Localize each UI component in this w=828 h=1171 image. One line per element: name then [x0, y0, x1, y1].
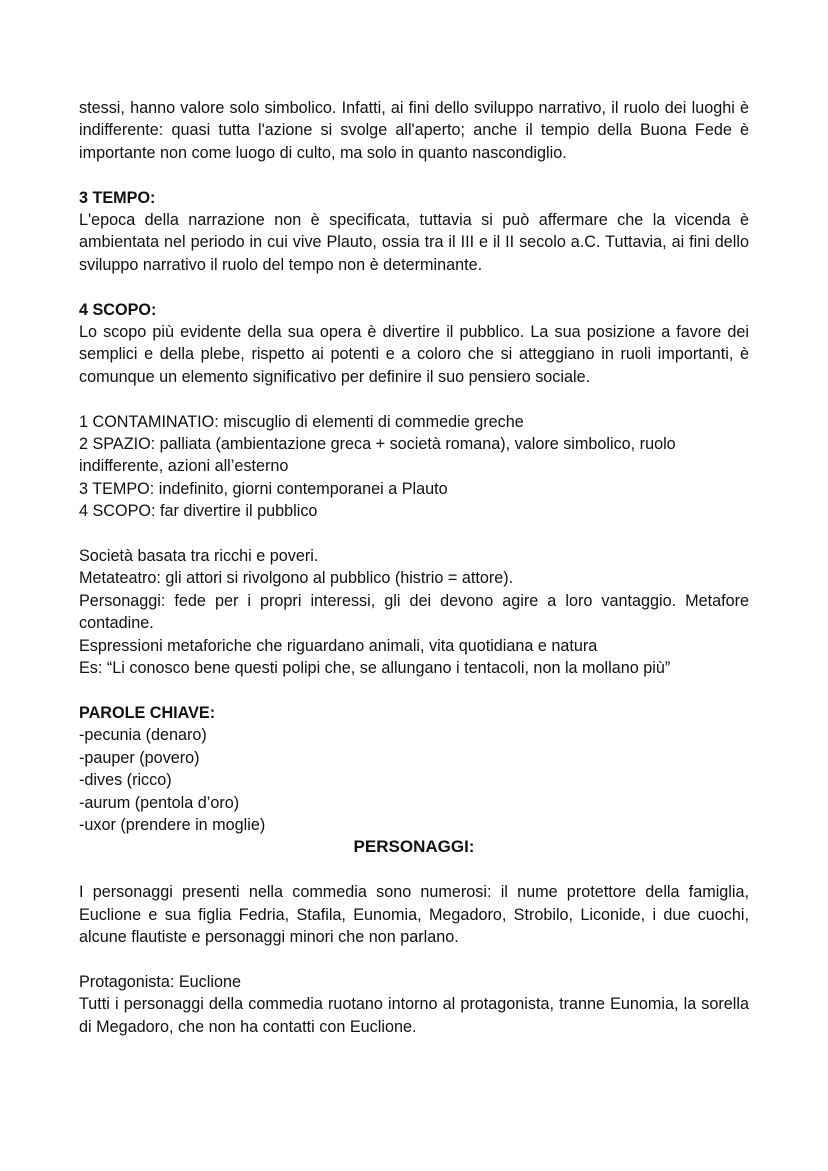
note-esempio: Es: “Li conosco bene questi polipi che, se allungano i tentacoli, non la mollano più”	[79, 659, 671, 678]
keyword-item: -dives (ricco)	[79, 771, 172, 790]
keywords-list	[79, 724, 749, 836]
summary-list	[79, 411, 749, 523]
spacer	[79, 164, 749, 186]
spacer	[79, 859, 749, 881]
spacer	[79, 276, 749, 298]
summary-item-tempo: 3 TEMPO: indefinito, giorni contemporanei a Plauto	[79, 479, 448, 498]
paragraph-scopo: Lo scopo più evidente della sua opera è divertire il pubblico. La sua posizione a favore dei semplici e della plebe, rispetto ai potenti e a coloro che si atteggiano in ruoli importanti, è comunque un elemento significativo per definire il suo pensiero sociale.	[79, 323, 749, 386]
paragraph-tempo: L'epoca della narrazione non è specificata, tuttavia si può affermare che la vicenda è ambientata nel periodo in cui vive Plauto, ossia tra il III e il II secolo a.C. Tuttavia, ai fini dello sviluppo narrativo il ruolo del tempo non è determinante.	[79, 211, 749, 274]
summary-item-scopo: 4 SCOPO: far divertire il pubblico	[79, 502, 318, 521]
note-espressioni: Espressioni metaforiche che riguardano animali, vita quotidiana e natura	[79, 636, 598, 655]
spacer	[79, 388, 749, 410]
document-page	[79, 97, 749, 1038]
note-metateatro: Metateatro: gli attori si rivolgono al pubblico (histrio = attore).	[79, 569, 514, 588]
spacer	[79, 523, 749, 545]
note-personaggi: Personaggi: fede per i propri interessi, gli dei devono agire a loro vantaggio. Metafore contadine.	[79, 591, 749, 633]
keyword-item: -pecunia (denaro)	[79, 726, 207, 745]
heading-parole-chiave: PAROLE CHIAVE:	[79, 703, 216, 722]
spacer	[79, 948, 749, 970]
summary-item-contaminatio: 1 CONTAMINATIO: miscuglio di elementi di commedie greche	[79, 412, 524, 431]
protagonista-line: Protagonista: Euclione	[79, 972, 241, 991]
keyword-item: -aurum (pentola d’oro)	[79, 793, 240, 812]
paragraph-luoghi: stessi, hanno valore solo simbolico. Infatti, ai fini dello sviluppo narrativo, il ruolo dei luoghi è indifferente: quasi tutta l'azione si svolge all'aperto; anche il tempio della Buona Fede è importante non come luogo di culto, ma solo in quanto nascondiglio.	[79, 99, 749, 162]
title-personaggi: PERSONAGGI:	[353, 837, 475, 857]
paragraph-personaggi-ruotano: Tutti i personaggi della commedia ruotano intorno al protagonista, tranne Eunomia, la sorella di Megadoro, che non ha contatti con Euclione.	[79, 995, 749, 1036]
spacer	[79, 680, 749, 702]
keyword-item: -uxor (prendere in moglie)	[79, 815, 266, 834]
heading-tempo: 3 TEMPO:	[79, 188, 156, 207]
notes-block	[79, 545, 749, 679]
summary-item-spazio: 2 SPAZIO: palliata (ambientazione greca + società romana), valore simbolico, ruolo indifferente, azioni all’esterno	[79, 435, 676, 476]
keyword-item: -pauper (povero)	[79, 748, 200, 767]
note-societa: Società basata tra ricchi e poveri.	[79, 547, 319, 566]
paragraph-personaggi-intro: I personaggi presenti nella commedia sono numerosi: il nume protettore della famiglia, Euclione e sua figlia Fedria, Stafila, Eunomia, Megadoro, Strobilo, Liconide, i due cuochi, alcune flautiste e personaggi minori che non parlano.	[79, 883, 749, 946]
heading-scopo: 4 SCOPO:	[79, 300, 157, 319]
